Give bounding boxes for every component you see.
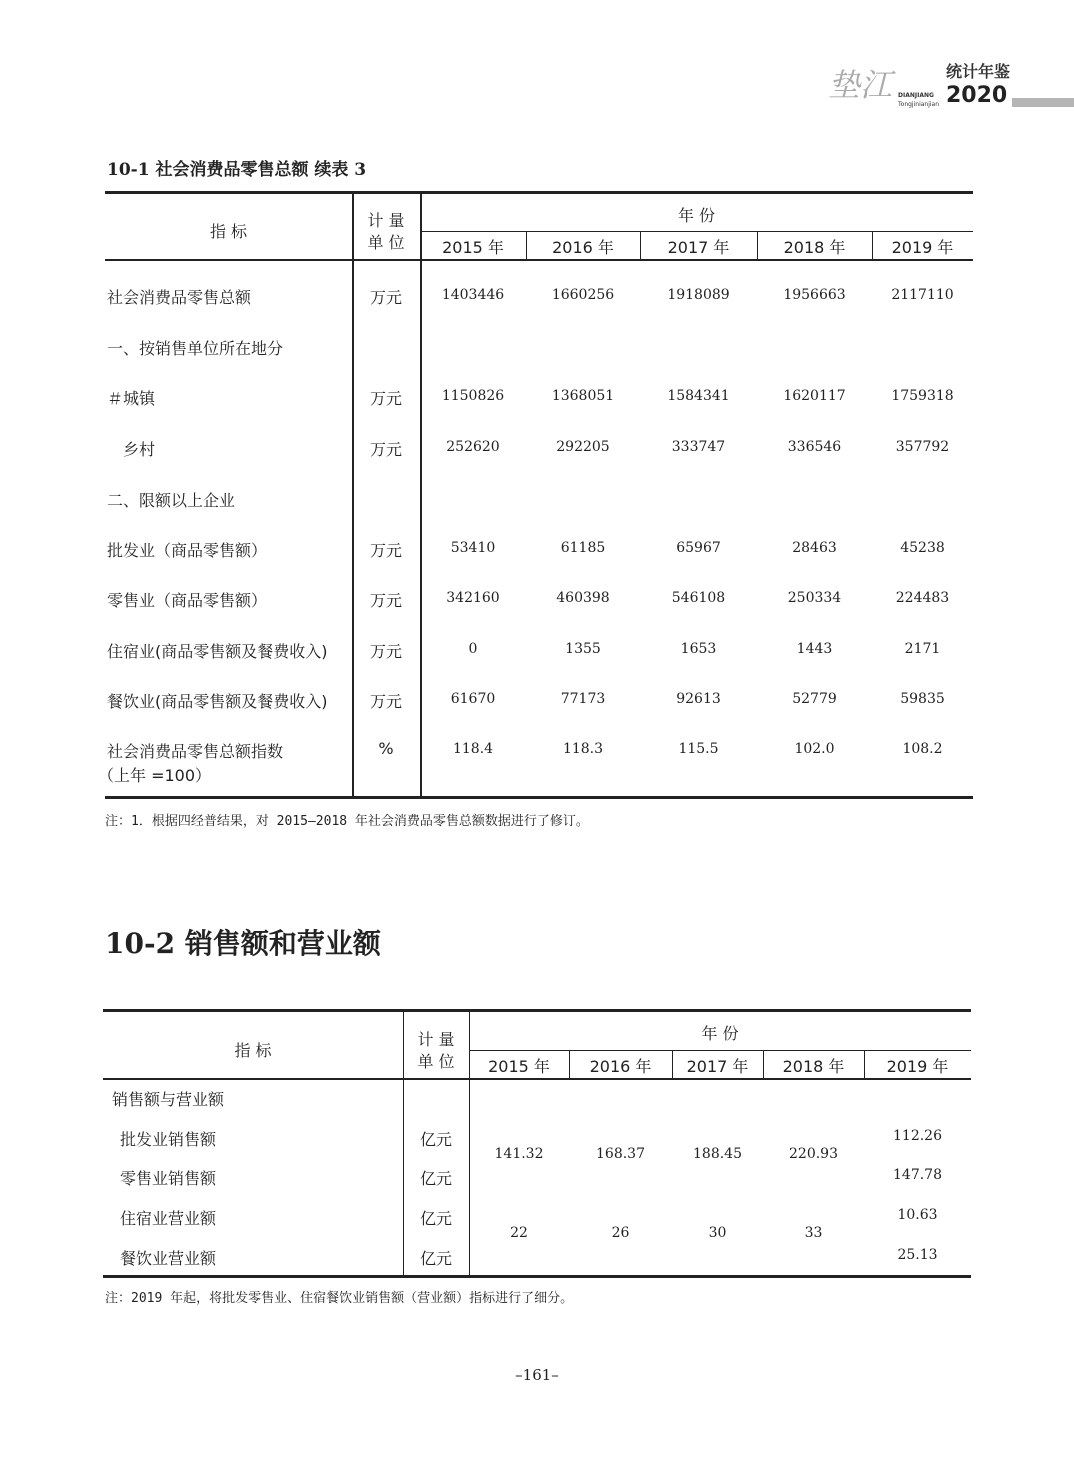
year-header: 2017 年 bbox=[667, 238, 730, 257]
data-cell: 336546 bbox=[787, 439, 842, 455]
row-unit: 万元 bbox=[369, 692, 402, 711]
row-label-suffix: （上年 =100） bbox=[98, 766, 212, 785]
data-cell: 1956663 bbox=[783, 287, 846, 303]
year-header: 2018 年 bbox=[783, 238, 846, 257]
data-cell: 1150826 bbox=[441, 388, 505, 404]
data-cell: 65967 bbox=[676, 540, 721, 556]
row-label: ＃城镇 bbox=[107, 389, 156, 408]
logo-pinyin-1: DIANJIANG bbox=[898, 92, 934, 99]
year-header: 2016 年 bbox=[552, 238, 614, 257]
table-bottom-rule bbox=[105, 796, 973, 799]
row-label: 餐饮业(商品零售额及餐费收入) bbox=[107, 692, 328, 711]
row-unit: 万元 bbox=[369, 541, 402, 560]
data-cell: 53410 bbox=[450, 540, 496, 556]
merged-sales-cell: 168.37 bbox=[596, 1146, 645, 1162]
data-cell: 1918089 bbox=[667, 287, 730, 303]
unit-header: 计 量 bbox=[367, 211, 405, 230]
table1-title: 10-1 社会消费品零售总额 续表 3 bbox=[107, 160, 367, 180]
group-label: 销售额与营业额 bbox=[112, 1090, 225, 1109]
table-top-rule bbox=[105, 191, 973, 194]
merged-sales-cell: 220.93 bbox=[789, 1146, 838, 1162]
data-cell: 224483 bbox=[895, 590, 950, 606]
data-cell: 115.5 bbox=[678, 741, 719, 757]
data-cell: 77173 bbox=[560, 691, 606, 707]
row-label: 社会消费品零售总额 bbox=[107, 288, 252, 307]
header-bar bbox=[1012, 98, 1074, 107]
unit-header: 单 位 bbox=[417, 1052, 455, 1071]
row-label: 餐饮业营业额 bbox=[120, 1249, 217, 1268]
data-cell: 0 bbox=[468, 641, 478, 657]
row-unit: 万元 bbox=[369, 389, 402, 408]
row-label: 社会消费品零售总额指数 bbox=[107, 742, 284, 761]
data-cell: 2117110 bbox=[891, 287, 954, 303]
year-header: 2015 年 bbox=[488, 1057, 550, 1076]
row-label: 零售业销售额 bbox=[120, 1169, 217, 1188]
merged-sales-cell: 141.32 bbox=[494, 1146, 544, 1162]
table2-title: 10-2 销售额和营业额 bbox=[105, 927, 381, 960]
data-cell: 460398 bbox=[556, 590, 610, 606]
data-cell: 45238 bbox=[900, 540, 945, 556]
data-cell: 546108 bbox=[671, 590, 726, 606]
row-unit: 万元 bbox=[369, 591, 402, 610]
data-cell: 1660256 bbox=[551, 287, 615, 303]
data-cell: 292205 bbox=[556, 439, 610, 455]
merged-business-cell: 33 bbox=[804, 1225, 823, 1241]
data-cell: 1443 bbox=[796, 641, 833, 657]
row-unit: 亿元 bbox=[419, 1130, 452, 1149]
year-header: 2018 年 bbox=[782, 1057, 845, 1076]
table-bottom-rule bbox=[103, 1275, 971, 1278]
data-cell: 92613 bbox=[676, 691, 721, 707]
indicator-header: 指 标 bbox=[209, 222, 248, 241]
year-header: 2016 年 bbox=[589, 1057, 652, 1076]
data-cell: 1620117 bbox=[783, 388, 846, 404]
table1-note: 注：1．根据四经普结果，对 2015—2018 年社会消费品零售总额数据进行了修订。 bbox=[105, 814, 589, 829]
year-header: 2019 年 bbox=[891, 238, 954, 257]
merged-business-cell: 30 bbox=[708, 1225, 727, 1241]
unit-header: 计 量 bbox=[417, 1030, 455, 1049]
data-cell: 28463 bbox=[792, 540, 837, 556]
data-cell: 1355 bbox=[565, 641, 601, 657]
row-label: 一、按销售单位所在地分 bbox=[107, 339, 284, 358]
row-unit: % bbox=[378, 739, 394, 758]
year-group-rule bbox=[420, 231, 973, 232]
data-cell: 108.2 bbox=[902, 741, 943, 757]
data-cell: 118.4 bbox=[452, 741, 494, 757]
year-header: 2015 年 bbox=[442, 238, 504, 257]
merged-business-cell: 22 bbox=[510, 1225, 528, 1241]
year-group-rule bbox=[469, 1050, 971, 1051]
row-label: 住宿业营业额 bbox=[120, 1209, 217, 1228]
logo-title: 统计年鉴 bbox=[946, 62, 1011, 81]
row-label: 二、限额以上企业 bbox=[107, 491, 236, 510]
year-group-header: 年 份 bbox=[677, 206, 716, 225]
data-cell: 1759318 bbox=[891, 388, 954, 404]
data-cell: 333747 bbox=[671, 439, 726, 455]
data-cell: 1403446 bbox=[441, 287, 505, 303]
row-unit: 万元 bbox=[369, 288, 402, 307]
row-unit: 万元 bbox=[369, 642, 402, 661]
header-bottom-rule bbox=[103, 1078, 971, 1080]
data-cell: 102.0 bbox=[794, 741, 835, 757]
data-cell: 342160 bbox=[446, 590, 500, 606]
data-cell: 61670 bbox=[450, 691, 496, 707]
data-cell: 52779 bbox=[792, 691, 837, 707]
logo-pinyin-2: Tongjinianjian bbox=[898, 101, 940, 108]
data-cell: 59835 bbox=[900, 691, 945, 707]
data-cell: 357792 bbox=[895, 439, 950, 455]
row-label: 乡村 bbox=[107, 440, 156, 459]
data-cell: 1368051 bbox=[551, 388, 615, 404]
data-cell: 2171 bbox=[904, 641, 941, 657]
row-label: 批发业销售额 bbox=[120, 1130, 217, 1149]
logo-year: 2020 bbox=[946, 83, 1008, 108]
table-top-rule bbox=[103, 1009, 971, 1012]
data-cell: 118.3 bbox=[562, 741, 604, 757]
year-header: 2017 年 bbox=[686, 1057, 749, 1076]
table2-note: 注：2019 年起，将批发零售业、住宿餐饮业销售额（营业额）指标进行了细分。 bbox=[105, 1291, 574, 1306]
row-unit: 亿元 bbox=[419, 1169, 452, 1188]
row-label: 住宿业(商品零售额及餐费收入) bbox=[107, 642, 328, 661]
indicator-header: 指 标 bbox=[234, 1041, 272, 1060]
unit-header: 单 位 bbox=[367, 233, 405, 252]
data-cell-2019: 147.78 bbox=[893, 1167, 942, 1183]
data-cell: 252620 bbox=[446, 439, 500, 455]
data-cell-2019: 25.13 bbox=[897, 1247, 938, 1263]
data-cell: 1653 bbox=[680, 641, 717, 657]
row-unit: 万元 bbox=[369, 440, 402, 459]
logo-calligraphy: 垫江 bbox=[828, 66, 893, 104]
row-label: 零售业（商品零售额） bbox=[107, 591, 268, 610]
year-group-header: 年 份 bbox=[701, 1024, 739, 1043]
row-label: 批发业（商品零售额） bbox=[107, 541, 268, 560]
merged-business-cell: 26 bbox=[611, 1225, 630, 1241]
year-header: 2019 年 bbox=[886, 1057, 949, 1076]
merged-sales-cell: 188.45 bbox=[693, 1146, 742, 1162]
row-unit: 亿元 bbox=[419, 1249, 452, 1268]
row-unit: 亿元 bbox=[419, 1209, 452, 1228]
data-cell: 1584341 bbox=[667, 388, 730, 404]
header-bottom-rule bbox=[105, 259, 973, 261]
page-number: –161– bbox=[515, 1366, 559, 1384]
data-cell: 250334 bbox=[787, 590, 842, 606]
yearbook-logo bbox=[828, 62, 1074, 116]
data-cell: 61185 bbox=[560, 540, 606, 556]
data-cell-2019: 112.26 bbox=[893, 1128, 942, 1144]
data-cell-2019: 10.63 bbox=[897, 1207, 938, 1223]
